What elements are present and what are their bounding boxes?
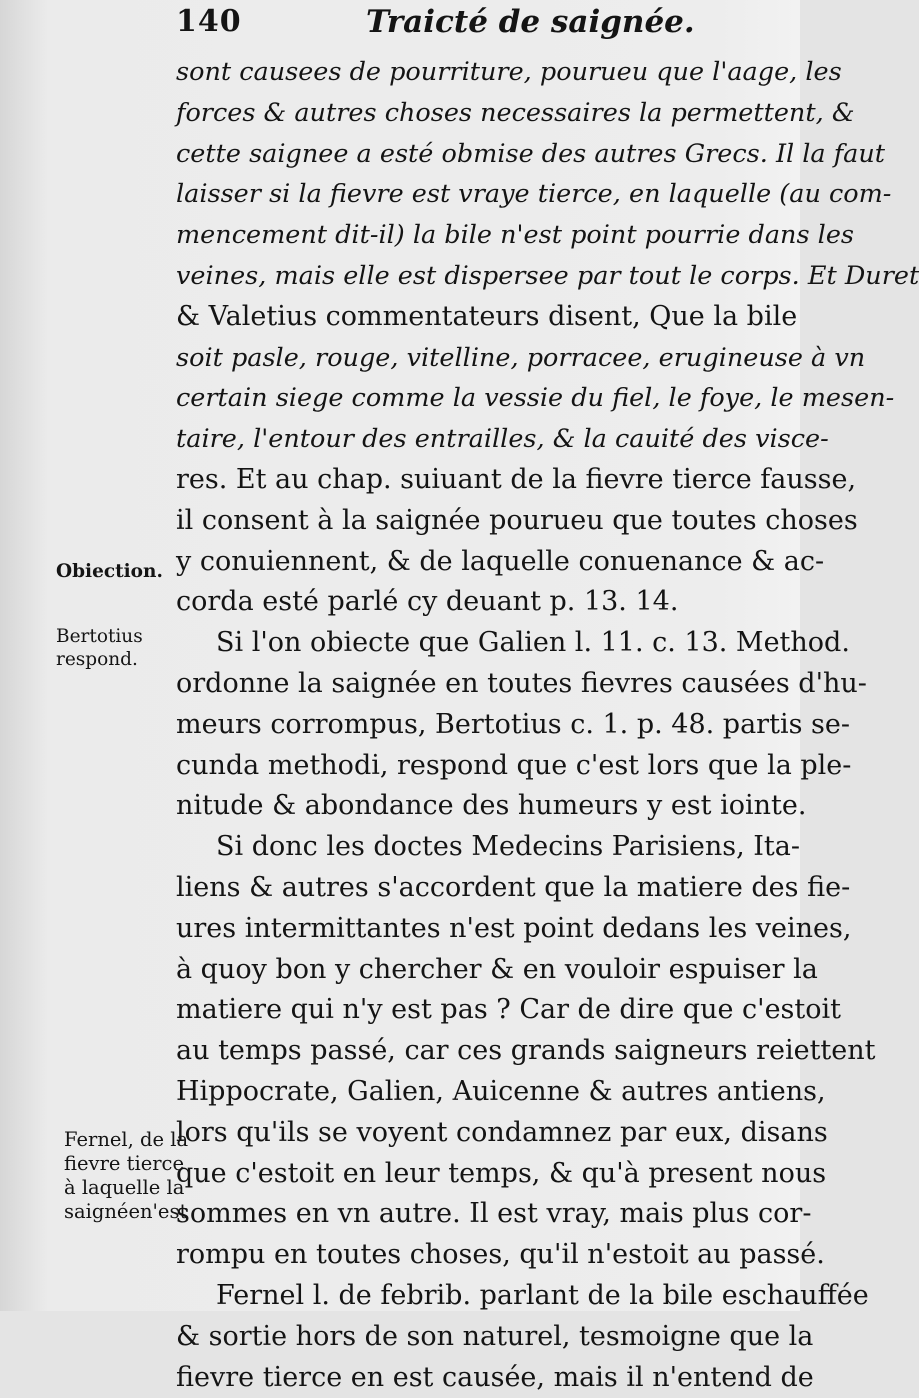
text-line: cunda methodi, respond que c'est lors que la ple- [176,746,796,787]
text-line: y conuiennent, & de laquelle conuenance & ac- [176,542,796,583]
margin-note-line: Fernel, de la [64,1128,214,1152]
text-line: Hippocrate, Galien, Auicenne & autres antiens, [176,1072,796,1113]
text-line: à quoy bon y chercher & en vouloir espuiser la [176,950,796,991]
text-line: certain siege comme la vessie du fiel, le foye, le mesen- [176,378,796,419]
text-line: nitude & abondance des humeurs y est iointe. [176,786,796,827]
text-line: forces & autres choses necessaires la permettent, & [176,93,796,134]
text-line: Fernel l. de febrib. parlant de la bile eschauffée [176,1276,796,1317]
text-line: matiere qui n'y est pas ? Car de dire que c'estoit [176,990,796,1031]
margin-note-line: respond. [56,648,206,671]
text-line: res. Et au chap. suiuant de la fievre tierce fausse, [176,460,796,501]
text-line: au temps passé, car ces grands saigneurs reiettent [176,1031,796,1072]
margin-note-line: Bertotius [56,625,206,648]
margin-note-line: à laquelle la [64,1176,214,1200]
text-line: mencement dit-il) la bile n'est point pourrie dans les [176,215,796,256]
running-head [176,4,796,44]
text-line: sont causees de pourriture, pourueu que l'aage, les [176,52,796,93]
margin-note-line: fievre tierce [64,1152,214,1176]
margin-notes [0,0,175,1311]
text-line: lors qu'ils se voyent condamnez par eux, disans [176,1113,796,1154]
text-line: sommes en vn autre. Il est vray, mais plus cor- [176,1194,796,1235]
text-line: il consent à la saignée pourueu que toutes choses [176,501,796,542]
text-line: veines, mais elle est dispersee par tout le corps. Et Duret [176,256,796,297]
page-title: Traicté de saignée. [366,4,695,40]
page-number: 140 [176,4,242,39]
text-line: taire, l'entour des entrailles, & la cauité des visce- [176,419,796,460]
text-line: Si l'on obiecte que Galien l. 11. c. 13. Method. [176,623,796,664]
body-text [176,52,796,1398]
text-line: fievre tierce en est causée, mais il n'entend de [176,1358,796,1398]
text-line: Si donc les doctes Medecins Parisiens, Ita- [176,827,796,868]
text-line: cette saignee a esté obmise des autres Grecs. Il la faut [176,134,796,175]
text-line: ures intermittantes n'est point dedans les veines, [176,909,796,950]
text-line: laisser si la fievre est vraye tierce, en laquelle (au com- [176,174,796,215]
margin-note-line: saignéen'est [64,1200,214,1224]
text-line: ordonne la saignée en toutes fievres causées d'hu- [176,664,796,705]
text-line: soit pasle, rouge, vitelline, porracee, erugineuse à vn [176,338,796,379]
text-line: liens & autres s'accordent que la matiere des fie- [176,868,796,909]
text-line: meurs corrompus, Bertotius c. 1. p. 48. partis se- [176,705,796,746]
text-line: & sortie hors de son naturel, tesmoigne que la [176,1317,796,1358]
margin-note-objection: Obiection. [56,560,206,583]
text-line: que c'estoit en leur temps, & qu'à present nous [176,1154,796,1195]
text-line: corda esté parlé cy deuant p. 13. 14. [176,582,796,623]
text-line: & Valetius commentateurs disent, Que la bile [176,297,796,338]
text-line: rompu en toutes choses, qu'il n'estoit au passé. [176,1235,796,1276]
